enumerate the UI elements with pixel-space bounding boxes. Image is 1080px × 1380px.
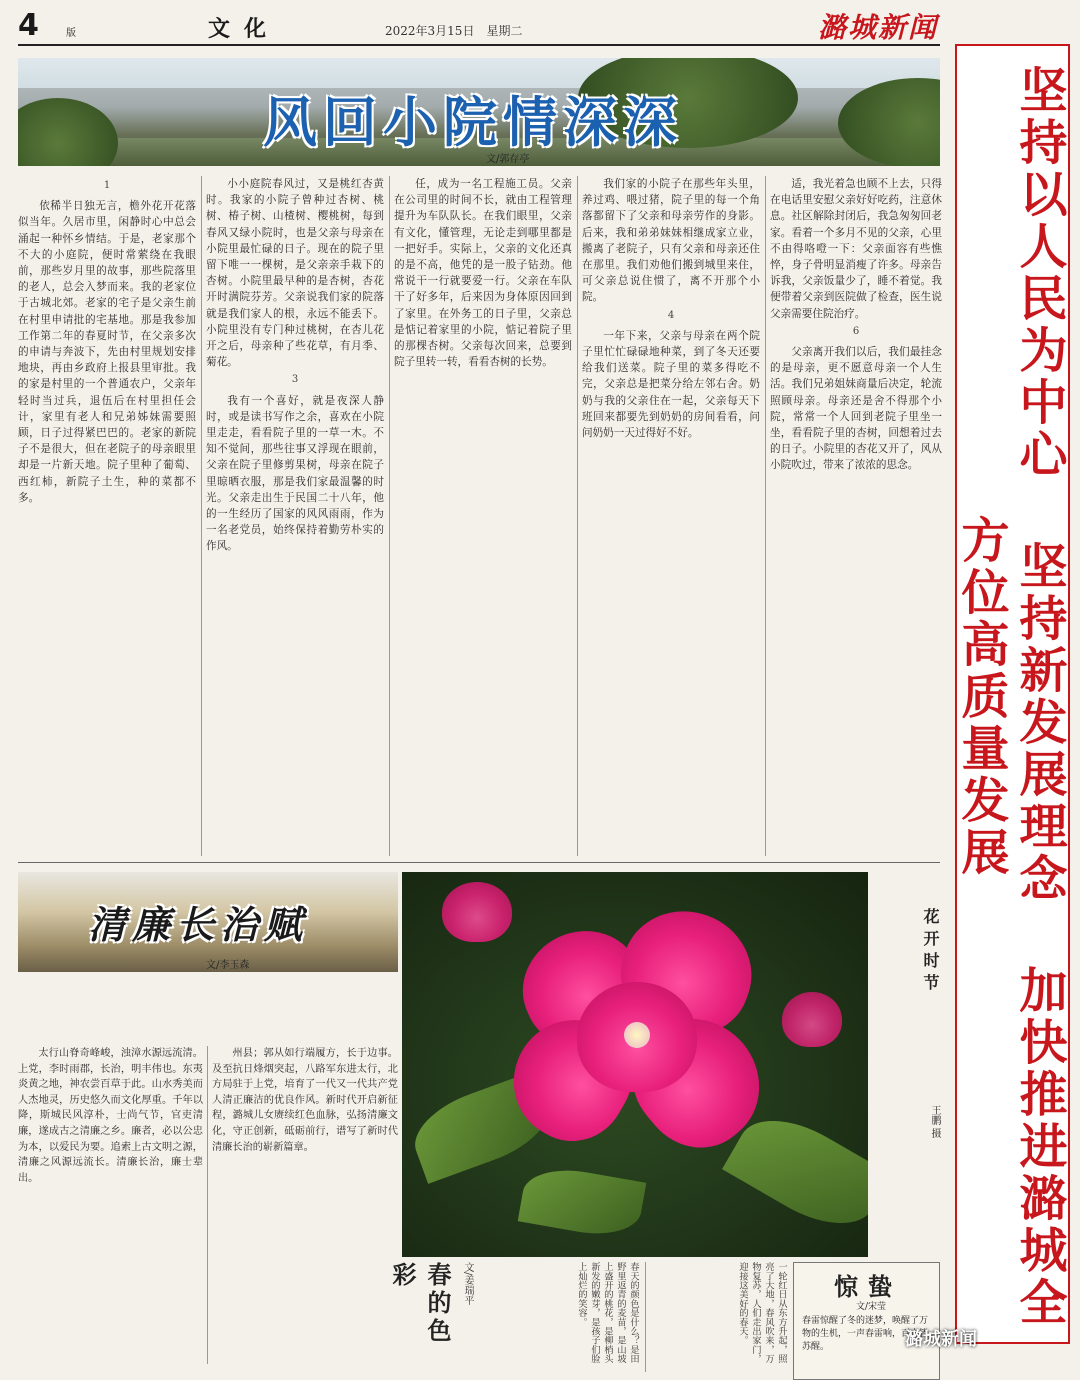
article-banner-image xyxy=(18,58,940,166)
issue-date: 2022年3月15日 星期二 xyxy=(385,24,523,38)
slogan-panel xyxy=(955,44,1070,1344)
article-column-3 xyxy=(394,176,572,856)
column-divider xyxy=(645,1262,646,1372)
article2-title: 清廉长治赋 xyxy=(88,902,309,947)
article-paragraph: 我们家的小院子在那些年头里，养过鸡、喂过猪，院子里的每一个角落都留下了父亲和母亲劳作的身影。后来，我和弟弟妹妹相继成家立业，搬离了老院子，只有父亲和母亲还住在那里。我们劝他们搬到城里来住，可父亲总说住惯了，离不开那个小院。 xyxy=(582,178,760,304)
masthead: 潞城新闻 xyxy=(818,11,939,44)
flower-photo xyxy=(402,872,868,1257)
article2-column-2 xyxy=(212,1046,398,1364)
flower-petal xyxy=(782,992,842,1047)
poem3-byline: 文/宋莹 xyxy=(856,1302,887,1312)
article-paragraph: 小小庭院春风过，又是桃红杏黄时。我家的小院子曾种过杏树、桃树、椿子树、山楂树、樱桃树，每到春风又绿小院时，也是父亲与母亲在小院里最忙碌的日子。现在的院子里留下唯一一棵树，是父亲亲手栽下的杏树。小院里最早种的是杏树，杏花开时满院芬芳。父亲说我们家的院落就是我们家人的根，永远不能丢下。小院里没有专门种过桃树，在杏儿花开之后，母亲种了些花草，有月季、菊花。 xyxy=(206,178,384,369)
article2-paragraph: 州县；郭从如行端履方，长于边事。及至抗日烽烟突起，八路军东进太行，北方局驻于上党，培育了一代又一代共产党人清正廉洁的优良作风。新时代开启新征程，潞城儿女赓续红色血脉，弘扬清廉文化，守正创新，砥砺前行，谱写了新时代清廉长治的崭新篇章。 xyxy=(212,1048,398,1153)
poem1-text: 春天的颜色是什么？是田野里返青的麦苗，是山坡上盛开的桃花，是柳梢头新发的嫩芽，是孩子们脸上灿烂的笑容。 xyxy=(576,1262,639,1364)
page-header xyxy=(0,0,1080,50)
poem1-byline: 文/姜瑞平 xyxy=(462,1262,473,1306)
slogan-text: 坚持以人民为中心 坚持新发展理念 加快推进潞城全方位高质量发展 xyxy=(953,65,1067,1329)
poem3-title: 惊蛰 xyxy=(834,1272,902,1301)
poem1-title: 春的色彩 xyxy=(388,1262,452,1346)
article-column-1 xyxy=(18,176,196,856)
column-divider xyxy=(389,176,390,856)
column-divider xyxy=(577,176,578,856)
poem3-text: 春雷惊醒了冬的迷梦，唤醒了万物的生机，一声春雷响，百虫皆苏醒。 xyxy=(802,1316,929,1352)
article-paragraph: 一年下来，父亲与母亲在两个院子里忙忙碌碌地种菜，到了冬天还要给我们送菜。院子里的菜多得吃不完，父亲总是把菜分给左邻右舍。奶奶与我的父亲住在一起，父亲每天下班回来都要先到奶奶的房间看看，问问奶奶一天过得好不好。 xyxy=(582,329,760,440)
watermark-text: 潞城新闻 xyxy=(905,1329,977,1350)
article-paragraph: 适，我光着急也顾不上去，只得在电话里安慰父亲好好吃药，注意休息。社区解除封闭后，我急匆匆回老家。看着一个多月不见的父亲，心里不由得咯噔一下：父亲面容有些憔悴，身子骨明显消瘦了许多。母亲告诉我，父亲饭量少了，睡不着觉。我便带着父亲到医院做了检查，医生说父亲需要住院治疗。 xyxy=(770,178,942,320)
article-paragraph: 依稀半日独无言，檐外花开花落似当年。久居市里，闲静时心中总会涌起一种怀乡情结。于是，老家那个不大的小庭院，便时常萦绕在我眼前，那些岁月里的故事，那些院落里的老人，总会入梦而来。我的老家位于古城北郊。老家的宅子是父亲生前在村里申请批的宅基地。那是我参加工作第二年的春夏时节，在父亲多次的申请与奔波下，先由村里规划安排地块，再由乡政府上报县里审批。我的家是村里的一个普通农户，父亲年轻时当过兵，退伍后在村里担任会计，家里有老人和兄弟姊妹需要照顾，日子过得紧巴巴的。老家的新院子不是很大，但在老院子的母亲眼里却是一片新天地。院子里种了葡萄、西红柿，新院子土生，种的菜都不多。 xyxy=(18,200,196,504)
flower-center xyxy=(624,1022,650,1048)
article2-paragraph: 太行山脊奇峰峻，浊漳水源远流清。上党，李时雨郡，长治，明丰伟也。东夷炎黄之地，神农尝百草于此。山水秀美而人杰地灵，历史悠久而文化厚重。千年以降，斯城民风淳朴，士尚气节，官吏清廉，遂成古之清廉之乡。廉者，必以公忠为本，以爱民为要。追索上古文明之源，清廉之风源远流长。清廉长治，廉士辈出。 xyxy=(18,1048,203,1184)
photo-caption: 花开时节 xyxy=(921,908,940,996)
article2-column-1 xyxy=(18,1046,203,1364)
poem3-box xyxy=(793,1262,940,1380)
article-title: 风回小院情深深 xyxy=(263,91,683,154)
column-divider xyxy=(207,1046,208,1364)
article-column-4 xyxy=(582,176,760,856)
column-divider xyxy=(765,176,766,856)
poem2-text: 一轮红日从东方升起，照亮了大地，春风吹来，万物复苏，人们走出家门，迎接这美好的春天。 xyxy=(737,1262,787,1364)
header-rule xyxy=(18,44,940,46)
section-name: 文化 xyxy=(208,16,281,42)
section-number: 1 xyxy=(103,180,111,191)
photo-leaf xyxy=(518,1162,647,1242)
section-number: 6 xyxy=(852,325,860,337)
article2-byline: 文/李玉森 xyxy=(206,960,250,971)
article-paragraph: 父亲离开我们以后，我们最挂念的是母亲，更不愿意母亲一个人生活。我们兄弟姐妹商量后决定，轮流照顾母亲。母亲还是舍不得那个小院，常常一个人回到老院子里坐一坐，看看院子里的杏树，回想着过去的日子。小院里的杏花又开了，风从小院吹过，带来了浓浓的思念。 xyxy=(770,346,942,472)
column-divider xyxy=(201,176,202,856)
photo-credit: 王鹏 摄 xyxy=(929,1105,940,1139)
page-suffix: 版 xyxy=(66,28,76,39)
section-rule xyxy=(18,862,940,863)
flower-petal xyxy=(442,882,512,942)
article-paragraph: 我有一个喜好，就是夜深人静时，或是读书写作之余，喜欢在小院里走走，看看院子里的一草一木。不知不觉间，那些往事又浮现在眼前，父亲在院子里修剪果树，母亲在院子里晾晒衣服，那是我们家最温馨的时光。父亲走出生于民国二十八年，他的一生经历了国家的风风雨雨，作为一名老党员，始终保持着勤劳朴实的作风。 xyxy=(206,394,384,553)
article2-banner-image xyxy=(18,872,398,972)
article-paragraph: 任，成为一名工程施工员。父亲在公司里的时间不长，就由工程管理提升为车队队长。在我们眼里，父亲有文化，懂管理，无论走到哪里都是一把好手。实际上，父亲的文化还真的是不高，他凭的是一股子钻劲。他常说干一行就要爱一行。父亲在车队干了好多年，后来因为身体原因回到了家里。在外务工的日子里，父亲总是惦记着家里的小院，惦记着院子里的那棵杏树。父亲每次回来，总要到院子里转一转，看看杏树的长势。 xyxy=(394,178,572,369)
article-column-5 xyxy=(770,176,942,856)
article-byline: 文/郭存亭 xyxy=(486,154,530,165)
page-number: 4 xyxy=(18,8,39,43)
article-column-2 xyxy=(206,176,384,856)
section-number: 4 xyxy=(667,309,675,321)
section-number: 3 xyxy=(291,374,299,386)
